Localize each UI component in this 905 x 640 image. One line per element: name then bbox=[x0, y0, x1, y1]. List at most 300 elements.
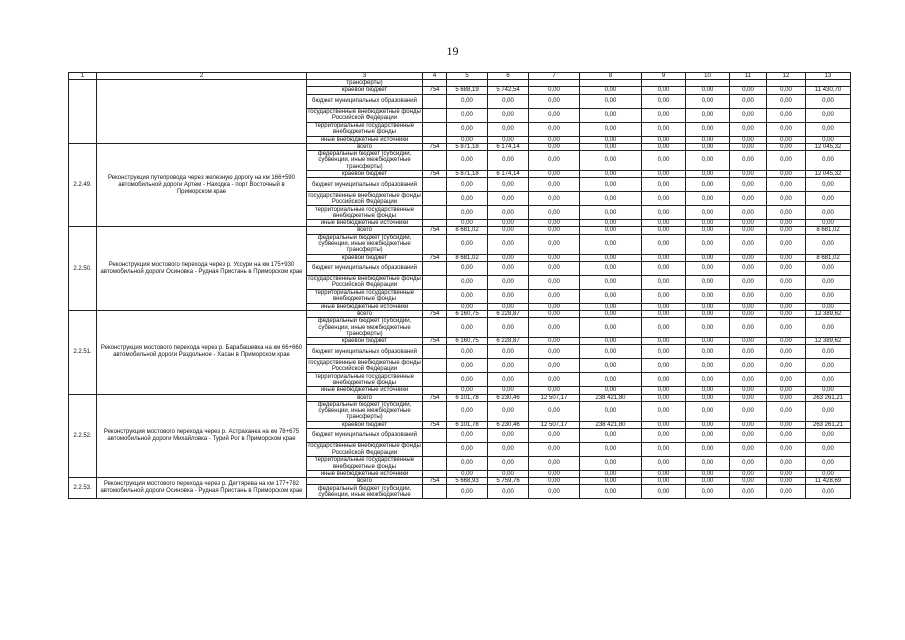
value-cell-col-12: 0,00 bbox=[767, 289, 806, 303]
value-cell-col-8: 0,00 bbox=[580, 373, 642, 387]
value-cell-col-5: 0,00 bbox=[447, 234, 488, 254]
value-cell-col-12: 0,00 bbox=[767, 373, 806, 387]
value-cell-col-10: 0,00 bbox=[686, 338, 730, 345]
value-cell-col-8: 0,00 bbox=[580, 143, 642, 150]
value-cell-col-11: 0,00 bbox=[730, 485, 767, 499]
funding-source-cell: государственные внебюджетные фонды Российской Федерации bbox=[308, 359, 421, 372]
value-cell-col-11: 0,00 bbox=[730, 387, 767, 394]
value-cell-col-11: 0,00 bbox=[730, 345, 767, 359]
value-cell-col-12: 0,00 bbox=[767, 87, 806, 94]
value-cell-col-6: 0,00 bbox=[488, 345, 529, 359]
value-cell-col-13: 12 045,32 bbox=[806, 143, 851, 150]
value-cell-col-10: 0,00 bbox=[686, 429, 730, 443]
value-cell-col-5: 6 160,75 bbox=[447, 311, 488, 318]
header-cell-10: 10 bbox=[686, 73, 730, 80]
value-cell-col-12: 0,00 bbox=[767, 387, 806, 394]
value-cell-col-7: 0,00 bbox=[529, 478, 580, 485]
value-cell-col-11: 0,00 bbox=[730, 443, 767, 457]
value-cell-col-10: 0,00 bbox=[686, 254, 730, 261]
value-cell-col-10: 0,00 bbox=[686, 171, 730, 178]
funding-source-cell: государственные внебюджетные фонды Российской Федерации bbox=[308, 108, 421, 122]
page-number: 19 bbox=[446, 44, 459, 58]
value-cell-col-13: 0,00 bbox=[806, 345, 851, 359]
value-cell-col-6: 0,00 bbox=[488, 220, 529, 227]
value-cell-col-5: 0,00 bbox=[447, 122, 488, 136]
value-cell-col-13: 263 261,21 bbox=[806, 421, 851, 428]
value-cell-col-11: 0,00 bbox=[730, 303, 767, 310]
value-cell-col-12: 0,00 bbox=[767, 443, 806, 457]
value-cell-col-11: 0,00 bbox=[730, 373, 767, 387]
value-cell-col-10: 0,00 bbox=[686, 478, 730, 485]
value-cell-col-6 bbox=[488, 80, 529, 87]
code-cell bbox=[423, 387, 447, 394]
value-cell-col-8: 0,00 bbox=[580, 359, 642, 373]
value-cell-col-5: 6 101,78 bbox=[447, 394, 488, 401]
value-cell-col-13: 0,00 bbox=[806, 178, 851, 192]
value-cell-col-12: 0,00 bbox=[767, 254, 806, 261]
code-cell bbox=[423, 192, 447, 206]
value-cell-col-10: 0,00 bbox=[686, 94, 730, 108]
value-cell-col-7 bbox=[529, 80, 580, 87]
value-cell-col-6: 0,00 bbox=[488, 234, 529, 254]
value-cell-col-10: 0,00 bbox=[686, 261, 730, 275]
value-cell-col-11: 0,00 bbox=[730, 318, 767, 338]
value-cell-col-7: 0,00 bbox=[529, 443, 580, 457]
value-cell-col-11: 0,00 bbox=[730, 338, 767, 345]
value-cell-col-12: 0,00 bbox=[767, 421, 806, 428]
value-cell-col-7: 0,00 bbox=[529, 143, 580, 150]
value-cell-col-7: 0,00 bbox=[529, 318, 580, 338]
value-cell-col-10: 0,00 bbox=[686, 234, 730, 254]
value-cell-col-7: 0,00 bbox=[529, 401, 580, 421]
funding-source-cell: территориальные государственные внебюджетные фонды bbox=[307, 122, 423, 136]
value-cell-col-6: 0,00 bbox=[488, 94, 529, 108]
value-cell-col-10: 0,00 bbox=[686, 227, 730, 234]
code-cell bbox=[423, 471, 447, 478]
value-cell-col-12: 0,00 bbox=[767, 192, 806, 206]
value-cell-col-12: 0,00 bbox=[767, 94, 806, 108]
value-cell-col-5: 0,00 bbox=[447, 457, 488, 471]
value-cell-col-12: 0,00 bbox=[767, 457, 806, 471]
value-cell-col-12: 0,00 bbox=[767, 359, 806, 373]
code-cell bbox=[423, 485, 447, 499]
value-cell-col-6: 0,00 bbox=[488, 261, 529, 275]
code-cell: 754 bbox=[423, 338, 447, 345]
funding-source-cell: всего bbox=[307, 143, 423, 150]
value-cell-col-12: 0,00 bbox=[767, 261, 806, 275]
value-cell-col-10: 0,00 bbox=[686, 220, 730, 227]
value-cell-col-11: 0,00 bbox=[730, 87, 767, 94]
funding-source-cell: территориальные государственные внебюджетные фонды bbox=[307, 289, 423, 303]
value-cell-col-5: 0,00 bbox=[447, 289, 488, 303]
value-cell-col-9: 0,00 bbox=[642, 457, 686, 471]
code-cell bbox=[423, 318, 447, 338]
value-cell-col-11: 0,00 bbox=[730, 234, 767, 254]
value-cell-col-12 bbox=[767, 80, 806, 87]
value-cell-col-9: 0,00 bbox=[642, 311, 686, 318]
value-cell-col-6: 5 742,54 bbox=[488, 87, 529, 94]
value-cell-col-8: 0,00 bbox=[580, 178, 642, 192]
funding-source-cell: краевой бюджет bbox=[307, 171, 423, 178]
value-cell-col-11: 0,00 bbox=[730, 429, 767, 443]
value-cell-col-10: 0,00 bbox=[686, 108, 730, 122]
value-cell-col-6: 0,00 bbox=[488, 254, 529, 261]
value-cell-col-12: 0,00 bbox=[767, 471, 806, 478]
value-cell-col-12: 0,00 bbox=[767, 220, 806, 227]
value-cell-col-10: 0,00 bbox=[686, 387, 730, 394]
value-cell-col-12: 0,00 bbox=[767, 401, 806, 421]
header-cell-12: 12 bbox=[767, 73, 806, 80]
value-cell-col-7: 12 507,17 bbox=[529, 421, 580, 428]
value-cell-col-7: 0,00 bbox=[529, 261, 580, 275]
value-cell-col-10: 0,00 bbox=[686, 151, 730, 171]
value-cell-col-8: 0,00 bbox=[580, 206, 642, 220]
funding-source-cell: территориальные государственные внебюджетные фонды bbox=[307, 206, 423, 220]
value-cell-col-11: 0,00 bbox=[730, 178, 767, 192]
value-cell-col-13: 12 045,32 bbox=[806, 171, 851, 178]
item-number-cell: 2.2.49. bbox=[69, 143, 97, 227]
value-cell-col-10: 0,00 bbox=[686, 122, 730, 136]
value-cell-col-8: 0,00 bbox=[580, 151, 642, 171]
value-cell-col-10: 0,00 bbox=[686, 443, 730, 457]
value-cell-col-13: 12 389,62 bbox=[806, 338, 851, 345]
code-cell bbox=[423, 234, 447, 254]
value-cell-col-11: 0,00 bbox=[730, 394, 767, 401]
value-cell-col-9: 0,00 bbox=[642, 122, 686, 136]
funding-source-cell: государственные внебюджетные фонды Российской Федерации bbox=[308, 276, 421, 289]
value-cell-col-5: 0,00 bbox=[447, 443, 488, 457]
value-cell-col-11: 0,00 bbox=[730, 254, 767, 261]
funding-source-cell: иные внебюджетные источники bbox=[307, 136, 423, 143]
value-cell-col-9: 0,00 bbox=[642, 192, 686, 206]
value-cell-col-9: 0,00 bbox=[642, 151, 686, 171]
value-cell-col-8: 0,00 bbox=[580, 338, 642, 345]
code-cell: 754 bbox=[423, 311, 447, 318]
value-cell-col-7: 0,00 bbox=[529, 171, 580, 178]
value-cell-col-13: 0,00 bbox=[806, 429, 851, 443]
value-cell-col-7: 0,00 bbox=[529, 151, 580, 171]
value-cell-col-6: 6 230,46 bbox=[488, 394, 529, 401]
value-cell-col-8 bbox=[580, 80, 642, 87]
value-cell-col-8: 0,00 bbox=[580, 471, 642, 478]
value-cell-col-5: 0,00 bbox=[447, 94, 488, 108]
value-cell-col-8: 0,00 bbox=[580, 318, 642, 338]
value-cell-col-9: 0,00 bbox=[642, 136, 686, 143]
code-cell: 754 bbox=[423, 478, 447, 485]
value-cell-col-7: 0,00 bbox=[529, 108, 580, 122]
value-cell-col-8: 0,00 bbox=[580, 429, 642, 443]
value-cell-col-8: 238 421,80 bbox=[580, 394, 642, 401]
value-cell-col-10: 0,00 bbox=[686, 206, 730, 220]
code-cell bbox=[423, 122, 447, 136]
code-cell bbox=[423, 80, 447, 87]
value-cell-col-12: 0,00 bbox=[767, 151, 806, 171]
value-cell-col-7: 0,00 bbox=[529, 373, 580, 387]
value-cell-col-8: 0,00 bbox=[580, 122, 642, 136]
value-cell-col-13: 0,00 bbox=[806, 457, 851, 471]
item-number-cell bbox=[69, 80, 97, 144]
funding-source-cell: краевой бюджет bbox=[307, 421, 423, 428]
value-cell-col-7: 0,00 bbox=[529, 275, 580, 289]
value-cell-col-9: 0,00 bbox=[642, 227, 686, 234]
value-cell-col-13: 0,00 bbox=[806, 471, 851, 478]
code-cell: 754 bbox=[423, 227, 447, 234]
value-cell-col-5: 0,00 bbox=[447, 303, 488, 310]
value-cell-col-13: 11 428,69 bbox=[806, 478, 851, 485]
value-cell-col-8: 0,00 bbox=[580, 171, 642, 178]
value-cell-col-9: 0,00 bbox=[642, 471, 686, 478]
value-cell-col-9: 0,00 bbox=[642, 143, 686, 150]
code-cell bbox=[423, 151, 447, 171]
value-cell-col-5: 5 871,18 bbox=[447, 171, 488, 178]
item-number-cell: 2.2.51. bbox=[69, 311, 97, 395]
code-cell bbox=[423, 289, 447, 303]
value-cell-col-9: 0,00 bbox=[642, 401, 686, 421]
value-cell-col-5: 0,00 bbox=[447, 345, 488, 359]
table-row bbox=[69, 311, 851, 318]
value-cell-col-12: 0,00 bbox=[767, 171, 806, 178]
value-cell-col-5: 0,00 bbox=[447, 485, 488, 499]
value-cell-col-5: 8 681,02 bbox=[447, 227, 488, 234]
value-cell-col-8: 0,00 bbox=[580, 94, 642, 108]
value-cell-col-9: 0,00 bbox=[642, 394, 686, 401]
funding-source-cell: бюджет муниципальных образований bbox=[307, 345, 423, 359]
value-cell-col-10: 0,00 bbox=[686, 345, 730, 359]
value-cell-col-5: 0,00 bbox=[447, 178, 488, 192]
value-cell-col-12: 0,00 bbox=[767, 136, 806, 143]
table-row bbox=[69, 143, 851, 150]
code-cell bbox=[423, 429, 447, 443]
value-cell-col-11: 0,00 bbox=[730, 143, 767, 150]
value-cell-col-8: 0,00 bbox=[580, 443, 642, 457]
header-cell-5: 5 bbox=[447, 73, 488, 80]
value-cell-col-11: 0,00 bbox=[730, 122, 767, 136]
value-cell-col-6: 0,00 bbox=[488, 443, 529, 457]
funding-source-cell: краевой бюджет bbox=[307, 254, 423, 261]
value-cell-col-13: 0,00 bbox=[806, 220, 851, 227]
code-cell bbox=[423, 359, 447, 373]
value-cell-col-11: 0,00 bbox=[730, 401, 767, 421]
code-cell bbox=[423, 401, 447, 421]
value-cell-col-11: 0,00 bbox=[730, 220, 767, 227]
value-cell-col-9: 0,00 bbox=[642, 108, 686, 122]
value-cell-col-9: 0,00 bbox=[642, 485, 686, 499]
value-cell-col-7: 0,00 bbox=[529, 94, 580, 108]
value-cell-col-12: 0,00 bbox=[767, 394, 806, 401]
value-cell-col-13: 0,00 bbox=[806, 234, 851, 254]
code-cell bbox=[423, 303, 447, 310]
value-cell-col-5: 0,00 bbox=[447, 373, 488, 387]
funding-source-cell: государственные внебюджетные фонды Российской Федерации bbox=[308, 443, 421, 456]
value-cell-col-5: 5 668,93 bbox=[447, 478, 488, 485]
value-cell-col-6: 0,00 bbox=[488, 136, 529, 143]
code-cell bbox=[423, 261, 447, 275]
value-cell-col-8: 0,00 bbox=[580, 87, 642, 94]
funding-source-cell: территориальные государственные внебюджетные фонды bbox=[307, 373, 423, 387]
value-cell-col-12: 0,00 bbox=[767, 206, 806, 220]
code-cell: 754 bbox=[423, 87, 447, 94]
value-cell-col-10: 0,00 bbox=[686, 289, 730, 303]
value-cell-col-12: 0,00 bbox=[767, 108, 806, 122]
value-cell-col-12: 0,00 bbox=[767, 234, 806, 254]
value-cell-col-13: 8 681,02 bbox=[806, 254, 851, 261]
value-cell-col-7: 0,00 bbox=[529, 485, 580, 499]
value-cell-col-9: 0,00 bbox=[642, 289, 686, 303]
value-cell-col-13: 0,00 bbox=[806, 318, 851, 338]
value-cell-col-5: 6 160,75 bbox=[447, 338, 488, 345]
funding-source-cell: федеральный бюджет (субсидии, субвенции, иные межбюджетные bbox=[307, 485, 423, 499]
value-cell-col-11: 0,00 bbox=[730, 94, 767, 108]
code-cell bbox=[423, 206, 447, 220]
header-cell-11: 11 bbox=[730, 73, 767, 80]
value-cell-col-13: 0,00 bbox=[806, 261, 851, 275]
item-name-cell bbox=[97, 80, 307, 144]
funding-source-cell: краевой бюджет bbox=[307, 338, 423, 345]
value-cell-col-8: 0,00 bbox=[580, 401, 642, 421]
code-cell: 754 bbox=[423, 421, 447, 428]
value-cell-col-6: 0,00 bbox=[488, 289, 529, 303]
value-cell-col-5: 5 688,19 bbox=[447, 87, 488, 94]
value-cell-col-13: 0,00 bbox=[806, 275, 851, 289]
value-cell-col-7: 0,00 bbox=[529, 87, 580, 94]
value-cell-col-5 bbox=[447, 80, 488, 87]
value-cell-col-12: 0,00 bbox=[767, 478, 806, 485]
value-cell-col-9: 0,00 bbox=[642, 275, 686, 289]
value-cell-col-6: 0,00 bbox=[488, 373, 529, 387]
value-cell-col-9: 0,00 bbox=[642, 261, 686, 275]
value-cell-col-10 bbox=[686, 80, 730, 87]
value-cell-col-12: 0,00 bbox=[767, 178, 806, 192]
code-cell bbox=[423, 108, 447, 122]
value-cell-col-6: 0,00 bbox=[488, 108, 529, 122]
item-name-cell: Реконструкция мостового перехода через р. Барабашевка на км 66+660 автомобильной дороги Раздольное - Хасан в Приморском крае bbox=[97, 311, 307, 395]
value-cell-col-13: 0,00 bbox=[806, 136, 851, 143]
funding-source-cell: всего bbox=[307, 478, 423, 485]
code-cell bbox=[423, 443, 447, 457]
value-cell-col-10: 0,00 bbox=[686, 401, 730, 421]
value-cell-col-8: 0,00 bbox=[580, 303, 642, 310]
value-cell-col-13: 8 681,02 bbox=[806, 227, 851, 234]
value-cell-col-13: 0,00 bbox=[806, 359, 851, 373]
value-cell-col-9: 0,00 bbox=[642, 206, 686, 220]
value-cell-col-10: 0,00 bbox=[686, 143, 730, 150]
value-cell-col-9: 0,00 bbox=[642, 338, 686, 345]
value-cell-col-7: 0,00 bbox=[529, 338, 580, 345]
value-cell-col-11: 0,00 bbox=[730, 289, 767, 303]
value-cell-col-5: 0,00 bbox=[447, 206, 488, 220]
item-name-cell: Реконструкция путепровода через железную дорогу на км 166+590 автомобильной дороги Артем - Находка - порт Восточный в Приморском крае bbox=[97, 143, 307, 227]
code-cell: 754 bbox=[423, 143, 447, 150]
value-cell-col-11: 0,00 bbox=[730, 151, 767, 171]
value-cell-col-6: 6 174,14 bbox=[488, 171, 529, 178]
code-cell bbox=[423, 275, 447, 289]
table-row bbox=[69, 227, 851, 234]
value-cell-col-12: 0,00 bbox=[767, 143, 806, 150]
value-cell-col-6: 0,00 bbox=[488, 485, 529, 499]
value-cell-col-6: 6 230,46 bbox=[488, 421, 529, 428]
item-name-cell: Реконструкция мостового перехода через р. Уссури на км 175+930 автомобильной дороги Осиновка - Рудная Пристань в Приморском крае bbox=[97, 227, 307, 311]
value-cell-col-7: 0,00 bbox=[529, 227, 580, 234]
value-cell-col-5: 5 871,18 bbox=[447, 143, 488, 150]
value-cell-col-6: 0,00 bbox=[488, 318, 529, 338]
value-cell-col-6: 0,00 bbox=[488, 359, 529, 373]
value-cell-col-13: 0,00 bbox=[806, 94, 851, 108]
value-cell-col-9 bbox=[642, 80, 686, 87]
value-cell-col-5: 0,00 bbox=[447, 429, 488, 443]
value-cell-col-10: 0,00 bbox=[686, 394, 730, 401]
value-cell-col-13: 0,00 bbox=[806, 303, 851, 310]
value-cell-col-6: 0,00 bbox=[488, 429, 529, 443]
value-cell-col-10: 0,00 bbox=[686, 136, 730, 143]
value-cell-col-13: 0,00 bbox=[806, 401, 851, 421]
value-cell-col-8: 0,00 bbox=[580, 254, 642, 261]
funding-source-cell: федеральный бюджет (субсидии, субвенции, иные межбюджетные трансферты) bbox=[307, 401, 423, 421]
funding-source-cell: федеральный бюджет (субсидии, субвенции, иные межбюджетные трансферты) bbox=[307, 151, 423, 171]
value-cell-col-8: 0,00 bbox=[580, 457, 642, 471]
funding-source-cell: государственные внебюджетные фонды Российской Федерации bbox=[308, 192, 421, 205]
value-cell-col-10: 0,00 bbox=[686, 471, 730, 478]
funding-source-cell: иные внебюджетные источники bbox=[307, 471, 423, 478]
code-cell bbox=[423, 136, 447, 143]
funding-source-cell: иные внебюджетные источники bbox=[307, 387, 423, 394]
value-cell-col-12: 0,00 bbox=[767, 275, 806, 289]
value-cell-col-6: 0,00 bbox=[488, 401, 529, 421]
header-cell-3: 3 bbox=[307, 73, 423, 80]
value-cell-col-9: 0,00 bbox=[642, 254, 686, 261]
value-cell-col-12: 0,00 bbox=[767, 122, 806, 136]
value-cell-col-11: 0,00 bbox=[730, 421, 767, 428]
value-cell-col-8: 0,00 bbox=[580, 108, 642, 122]
table-row bbox=[69, 80, 851, 87]
funding-source-cell: бюджет муниципальных образований bbox=[307, 261, 423, 275]
code-cell: 754 bbox=[423, 254, 447, 261]
value-cell-col-6: 6 228,87 bbox=[488, 311, 529, 318]
value-cell-col-9: 0,00 bbox=[642, 345, 686, 359]
value-cell-col-5: 0,00 bbox=[447, 318, 488, 338]
value-cell-col-9: 0,00 bbox=[642, 303, 686, 310]
value-cell-col-5: 0,00 bbox=[447, 401, 488, 421]
value-cell-col-6: 0,00 bbox=[488, 178, 529, 192]
value-cell-col-9: 0,00 bbox=[642, 421, 686, 428]
code-cell bbox=[423, 345, 447, 359]
value-cell-col-11: 0,00 bbox=[730, 192, 767, 206]
code-cell bbox=[423, 94, 447, 108]
item-number-cell: 2.2.50. bbox=[69, 227, 97, 311]
header-cell-9: 9 bbox=[642, 73, 686, 80]
funding-source-cell: всего bbox=[307, 394, 423, 401]
value-cell-col-8: 0,00 bbox=[580, 485, 642, 499]
value-cell-col-5: 0,00 bbox=[447, 220, 488, 227]
value-cell-col-7: 0,00 bbox=[529, 122, 580, 136]
value-cell-col-7: 0,00 bbox=[529, 254, 580, 261]
value-cell-col-13: 0,00 bbox=[806, 206, 851, 220]
value-cell-col-11: 0,00 bbox=[730, 206, 767, 220]
value-cell-col-10: 0,00 bbox=[686, 457, 730, 471]
value-cell-col-8: 0,00 bbox=[580, 289, 642, 303]
value-cell-col-10: 0,00 bbox=[686, 178, 730, 192]
value-cell-col-9: 0,00 bbox=[642, 478, 686, 485]
funding-source-cell: всего bbox=[307, 311, 423, 318]
value-cell-col-7: 0,00 bbox=[529, 311, 580, 318]
value-cell-col-7: 0,00 bbox=[529, 359, 580, 373]
value-cell-col-11: 0,00 bbox=[730, 311, 767, 318]
funding-source-cell: бюджет муниципальных образований bbox=[307, 94, 423, 108]
value-cell-col-8: 0,00 bbox=[580, 234, 642, 254]
value-cell-col-9: 0,00 bbox=[642, 220, 686, 227]
value-cell-col-9: 0,00 bbox=[642, 94, 686, 108]
value-cell-col-6: 0,00 bbox=[488, 227, 529, 234]
item-name-cell: Реконструкция мостового перехода через р. Астраханка на км 78+675 автомобильной дороги Михайловка - Турий Рог в Приморском крае bbox=[97, 394, 307, 478]
